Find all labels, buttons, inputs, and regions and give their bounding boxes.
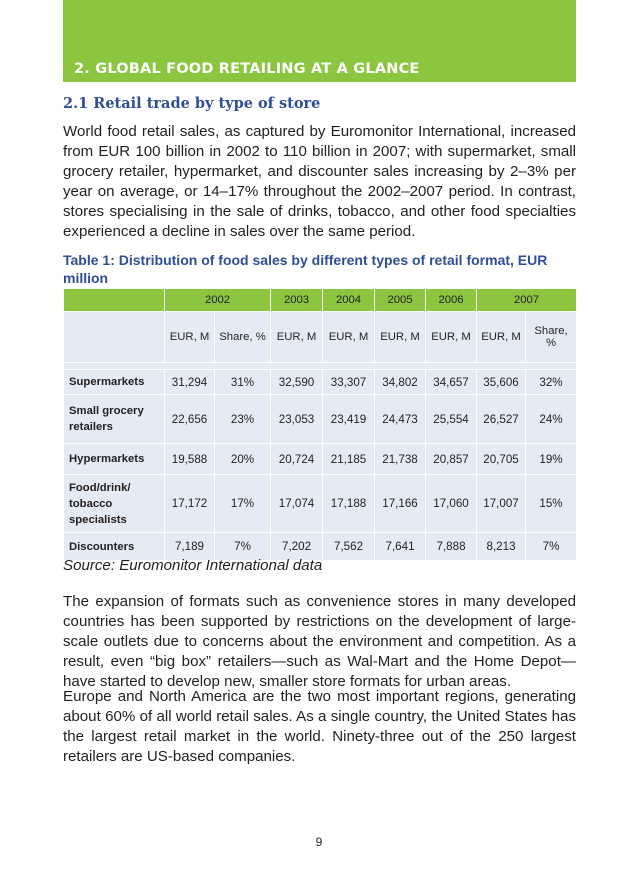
table-cell: 20%: [215, 444, 271, 475]
unit-header: EUR, M: [271, 312, 323, 363]
expansion-paragraph: The expansion of formats such as convenience stores in many developed countries has been supported by restrictions on the development of large-scale outlets due to concerns about the environment and competition. As a result, even “big box” retailers—such as Wal-Mart and the Home Depot—have started to develop new, smaller store formats for urban areas.: [63, 593, 576, 690]
table-cell: 17,074: [271, 475, 323, 533]
table-source: Source: Euromonitor International data: [63, 557, 323, 574]
table-cell: 24%: [526, 395, 577, 444]
page-number: 9: [315, 835, 323, 849]
table-cell: 25,554: [426, 395, 477, 444]
year-header: 2005: [375, 289, 426, 312]
chapter-banner: [63, 0, 576, 82]
table-cell: 7%: [526, 533, 577, 561]
table-cell: 31,294: [165, 370, 215, 395]
table-cell: 23%: [215, 395, 271, 444]
table-cell: 35,606: [477, 370, 526, 395]
year-header: 2007: [477, 289, 577, 312]
table-caption: Table 1: Distribution of food sales by different types of retail format, EUR million: [63, 252, 548, 286]
unit-corner: [64, 312, 165, 363]
table-cell: 17,188: [323, 475, 375, 533]
unit-header: Share, %: [526, 312, 577, 363]
table-cell: 19%: [526, 444, 577, 475]
regions-paragraph: Europe and North America are the two most important regions, generating about 60% of all world retail sales. As a single country, the United States has the largest retail market in the world. Ninety-three out of the 250 largest retailers are US-based companies.: [63, 688, 576, 765]
unit-header-row: [64, 312, 577, 363]
table-cell: 17,166: [375, 475, 426, 533]
table-cell: 7,641: [375, 533, 426, 561]
row-label: Discounters: [64, 533, 165, 561]
year-header-row: [64, 289, 577, 312]
table-row: [64, 370, 577, 395]
table-cell: 24,473: [375, 395, 426, 444]
table-cell: 7,189: [165, 533, 215, 561]
table-row: [64, 475, 577, 533]
food-sales-table: [63, 288, 577, 561]
table-cell: 32%: [526, 370, 577, 395]
table-cell: 26,527: [477, 395, 526, 444]
section-heading: 2.1 Retail trade by type of store: [63, 95, 321, 112]
unit-header: EUR, M: [323, 312, 375, 363]
year-header: 2004: [323, 289, 375, 312]
row-label: Food/drink/ tobacco specialists: [64, 475, 165, 533]
table-cell: 8,213: [477, 533, 526, 561]
table-cell: 7,202: [271, 533, 323, 561]
row-label: Hypermarkets: [64, 444, 165, 475]
table-cell: 7,888: [426, 533, 477, 561]
table-cell: 20,857: [426, 444, 477, 475]
unit-header: EUR, M: [477, 312, 526, 363]
table-cell: 20,705: [477, 444, 526, 475]
table-cell: 22,656: [165, 395, 215, 444]
table-cell: 23,419: [323, 395, 375, 444]
chapter-title: 2. GLOBAL FOOD RETAILING AT A GLANCE: [74, 61, 420, 77]
table-cell: 23,053: [271, 395, 323, 444]
row-label: Supermarkets: [64, 370, 165, 395]
unit-header: EUR, M: [165, 312, 215, 363]
unit-header: EUR, M: [375, 312, 426, 363]
table-cell: 17,060: [426, 475, 477, 533]
year-header: 2006: [426, 289, 477, 312]
table-cell: 34,802: [375, 370, 426, 395]
table-cell: 34,657: [426, 370, 477, 395]
spacer-cell: [64, 363, 577, 370]
table-cell: 7,562: [323, 533, 375, 561]
intro-paragraph: World food retail sales, as captured by Euromonitor International, increased from EUR 100 billion in 2002 to 110 billion in 2007; with supermarket, small grocery retailer, hypermarket, and discounter sales increasing by 2–3% per year on average, or 14–17% throughout the 2002–2007 period. In contrast, stores specialising in the sale of drinks, tobacco, and other food specialties experienced a decline in sales over the same period.: [63, 123, 576, 240]
table-cell: 17%: [215, 475, 271, 533]
table-cell: 21,185: [323, 444, 375, 475]
table-cell: 19,588: [165, 444, 215, 475]
spacer-row: [64, 363, 577, 370]
table-cell: 32,590: [271, 370, 323, 395]
table-cell: 7%: [215, 533, 271, 561]
table-cell: 17,172: [165, 475, 215, 533]
table-cell: 33,307: [323, 370, 375, 395]
year-header: 2003: [271, 289, 323, 312]
unit-header: Share, %: [215, 312, 271, 363]
row-label: Small grocery retailers: [64, 395, 165, 444]
table-cell: 17,007: [477, 475, 526, 533]
table-cell: 20,724: [271, 444, 323, 475]
table-row: [64, 444, 577, 475]
year-header: 2002: [165, 289, 271, 312]
unit-header: EUR, M: [426, 312, 477, 363]
table-cell: 15%: [526, 475, 577, 533]
table-cell: 31%: [215, 370, 271, 395]
table-row: [64, 395, 577, 444]
table-cell: 21,738: [375, 444, 426, 475]
header-corner: [64, 289, 165, 312]
